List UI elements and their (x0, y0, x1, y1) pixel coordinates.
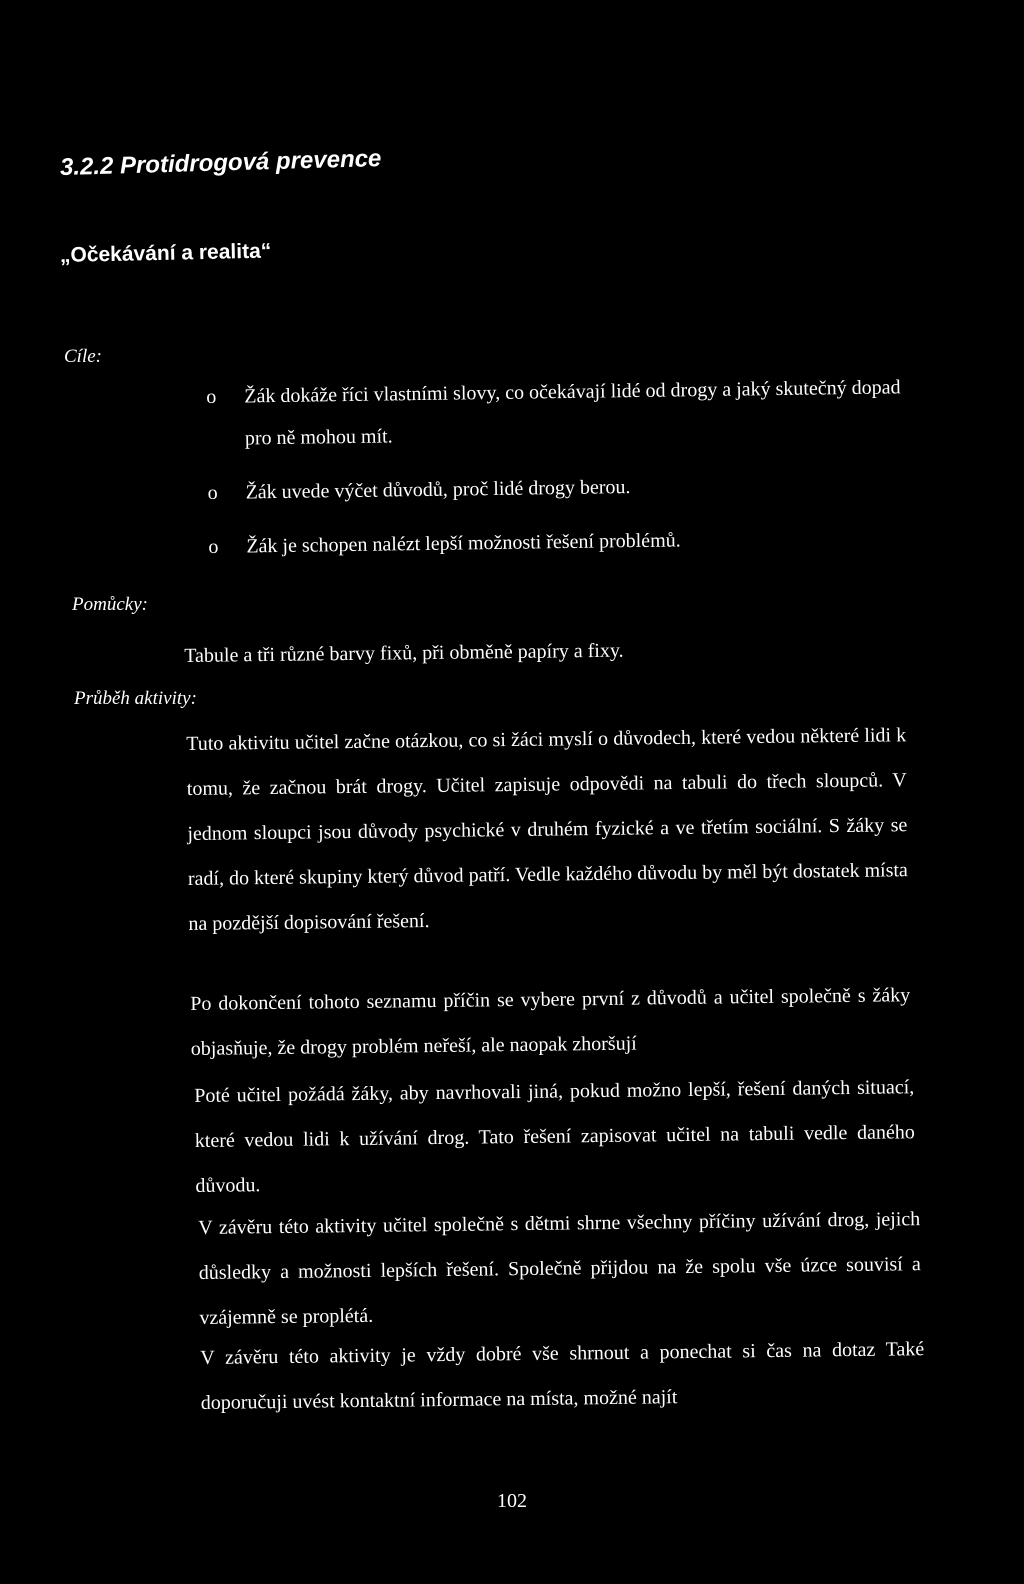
materials-text: Tabule a tři různé barvy fixů, při obměně papíry a fixy. (184, 639, 624, 667)
goal-text: Žák uvede výčet důvodů, proč lidé drogy berou. (245, 476, 631, 504)
list-item (207, 462, 918, 514)
section-heading: 3.2.2 Protidrogová prevence (59, 145, 382, 181)
procedure-paragraph-5: V závěru této aktivity je vždy dobré vše shrnout a ponechat si čas na dotaz Také doporučuji uvést kontaktní informace na místa, možné najít (200, 1338, 925, 1414)
goal-text: Žák dokáže říci vlastními slovy, co očekávají lidé od drogy a jaký skutečný dopad pro ně mohou mít. (244, 376, 901, 450)
goals-label: Cíle: (64, 346, 102, 367)
list-item (208, 516, 919, 568)
bullet-icon: o (207, 481, 218, 504)
list-item (206, 366, 917, 460)
bullet-icon: o (206, 385, 217, 408)
procedure-label: Průběh aktivity: (74, 688, 197, 709)
materials-label: Pomůcky: (72, 594, 148, 615)
procedure-paragraph-4: V závěru této aktivity učitel společně s dětmi shrne všechny příčiny užívání drog, jejich důsledky a možnosti lepších řešení. Společně přijdou na že spolu vše úzce souvisí a vzájemně se proplétá. (198, 1208, 921, 1329)
procedure-paragraph-1: Tuto aktivitu učitel začne otázkou, co si žáci myslí o důvodech, které vedou některé lidi k tomu, že začnou brát drogy. Učitel zapisuje odpovědi na tabuli do třech sloupců. V jednom sloupci jsou důvody psychické v druhém fyzické a ve třetím sociální. S žáky se radí, do které skupiny který důvod patří. Vedle každého důvodu by měl být dostatek místa na pozdější dopisování řešení. (186, 724, 908, 935)
procedure-paragraph-2: Po dokončení tohoto seznamu příčin se vybere první z důvodů a učitel společně s žáky objasňuje, že drogy problém neřeší, ale naopak zhoršují (190, 984, 911, 1060)
procedure-paragraph-3: Poté učitel požádá žáky, aby navrhovali jiná, pokud možno lepší, řešení daných situací, které vedou lidi k užívání drog. Tato řešení zapisovat učitel na tabuli vedle daného důvodu. (194, 1076, 915, 1197)
goals-list (206, 366, 919, 580)
page-number: 102 (497, 1490, 527, 1512)
bullet-icon: o (208, 535, 219, 558)
activity-title: „Očekávání a realita“ (59, 239, 272, 267)
goal-text: Žák je schopen nalézt lepší možnosti řešení problémů. (246, 529, 681, 558)
